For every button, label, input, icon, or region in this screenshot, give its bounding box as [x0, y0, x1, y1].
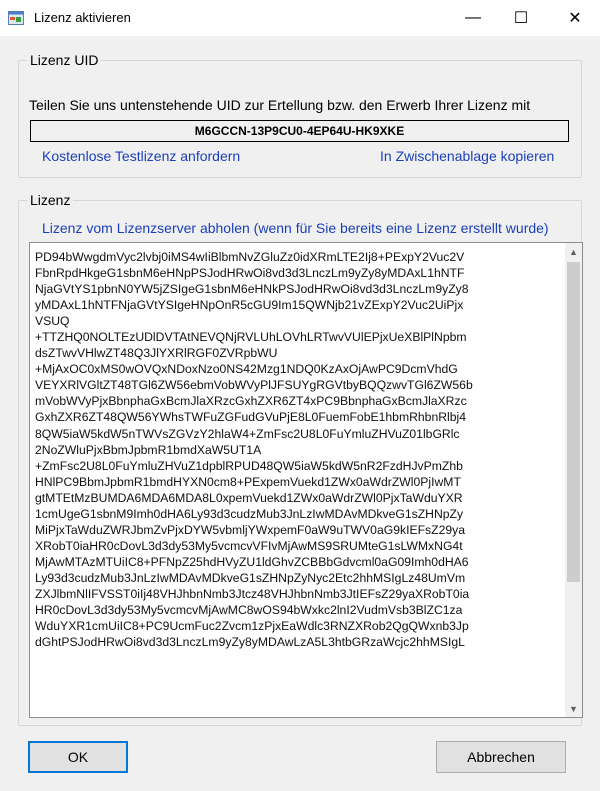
minimize-button[interactable]	[448, 0, 498, 36]
title-bar	[0, 0, 600, 36]
close-icon: ✕	[568, 10, 582, 27]
license-text: PD94bWwgdmVyc2lvbj0iMS4wIiBlbmNvZGluZz0idXRmLTE2Ij8+PExpY2Vuc2V FbnRpdHkgeG1sbnM6eHNpPSJodHRwOi8vd3d3LnczLm9yZy8yMDAxL1hNTF NjaGVtYS1pbnN0YW5jZSIgeG1sbnM6eHNkPSJodHRwOi8vd3d3LnczLm9yZy8 yMDAxL1hNTFNjaGVtYSIgeHNpOnR5cGU9Im15QWNjb21vZExpY2Vuc2UiPjx VSUQ +TTZHQ0NOLTEzUDlDVTAtNEVQNjRVLUhLOVhLRTwvVUlEPjxUeXBlPlNpbm dsZTwvVHlwZT48Q3JlYXRlRGF0ZVRpbWU +MjAxOC0xMS0wOVQxNDoxNzo0NS42Mzg1NDQ0KzAxOjAwPC9DcmVhdG VEYXRlVGltZT48TGl6ZW56ebmVobWVyPlJFSUYgRGVtbyBQQzwvTGl6ZW56b mVobWVyPjxBbnphaGxBcmJlaXRzcGxhZXR6ZT4xPC9BbnphaGxBcmJlaXRzc GxhZXR6ZT48QW56YWhsTWFuZGFudGVuPjE8L0FuemFobE1hbmRhbnRlbj4 8QW5iaW5kdW5nTWVsZGVzY2hlaW4+ZmFsc2U8L0FuYmluZHVuZ01lbGRlc 2NoZWluPjxBbmJpbmR1bmdXaW5UT1A +ZmFsc2U8L0FuYmluZHVuZ1dpblRPUD48QW5iaW5kdW5nR2FzdHJvPmZhb HNlPC9BbmJpbmR1bmdHYXN0cm8+PExpemVuekd1ZWx0aWdrZWl0PjIwMT gtMTEtMzBUMDA6MDA6MDA8L0xpemVuekd1ZWx0aWdrZWl0PjxTaWduYXR 1cmUgeG1sbnM9Imh0dHA6Ly93d3cudzMub3JnLzIwMDAvMDkveG1sZHNpZy MiPjxTaWduZWRJbmZvPjxDYW5vbmljYWxpemF0aW9uTWV0aG9kIEFsZ29ya XRobT0iaHR0cDovL3d3dy53My5vcmcvVFIvMjAwMS9SRUMteG1sLWMxNG4t MjAwMTAzMTUiIC8+PFNpZ25hdHVyZU1ldGhvZCBBbGdvcml0aG09Imh0dHA6 Ly93d3cudzMub3JnLzIwMDAvMDkveG1sZHNpZyNyc2Etc2hhMSIgLz48UmVm ZXJlbmNlIFVSST0iIj48VHJhbnNmb3Jtcz48VHJhbnNmb3JtIEFsZ29yaXRobT0ia HR0cDovL3d3dy53My5vcmcvMjAwMC8wOS94bWxkc2lnI2VudmVsb3BlZC1za WduYXR1cmUiIC8+PC9UcmFuc2Zvcm1zPjxEaWdlc3RNZXRob2QgQWxnb3Jp dGhtPSJodHRwOi8vd3d3LnczLm9yZy8yMDAwLzA5L3htbGRzaWcjc2hhMSIgL	[35, 250, 473, 650]
app-icon	[8, 11, 24, 25]
window-title: Lizenz aktivieren	[34, 10, 131, 25]
copy-to-clipboard-link[interactable]: In Zwischenablage kopieren	[380, 148, 555, 164]
scrollbar-thumb[interactable]	[567, 262, 580, 582]
scroll-up-icon[interactable]: ▲	[569, 246, 578, 257]
fetch-license-link[interactable]: Lizenz vom Lizenzserver abholen (wenn für Sie bereits eine Lizenz erstellt wurde)	[42, 220, 549, 236]
license-textarea[interactable]	[29, 242, 583, 718]
ok-button[interactable]: OK	[28, 741, 128, 773]
uid-group-title: Lizenz UID	[27, 52, 101, 68]
trial-license-link[interactable]: Kostenlose Testlizenz anfordern	[42, 148, 241, 164]
close-button[interactable]	[550, 0, 600, 36]
maximize-button[interactable]	[496, 0, 546, 36]
scroll-down-icon[interactable]: ▼	[569, 703, 578, 714]
minimize-icon: —	[465, 9, 481, 26]
uid-field[interactable]: M6GCCN-13P9CU0-4EP64U-HK9XKE	[30, 120, 569, 142]
vertical-scrollbar[interactable]	[565, 243, 582, 717]
license-group-title: Lizenz	[27, 192, 73, 208]
cancel-button[interactable]: Abbrechen	[436, 741, 566, 773]
uid-description: Teilen Sie uns untenstehende UID zur Ertellung bzw. den Erwerb Ihrer Lizenz mit	[29, 97, 531, 113]
maximize-icon: ☐	[513, 10, 529, 27]
